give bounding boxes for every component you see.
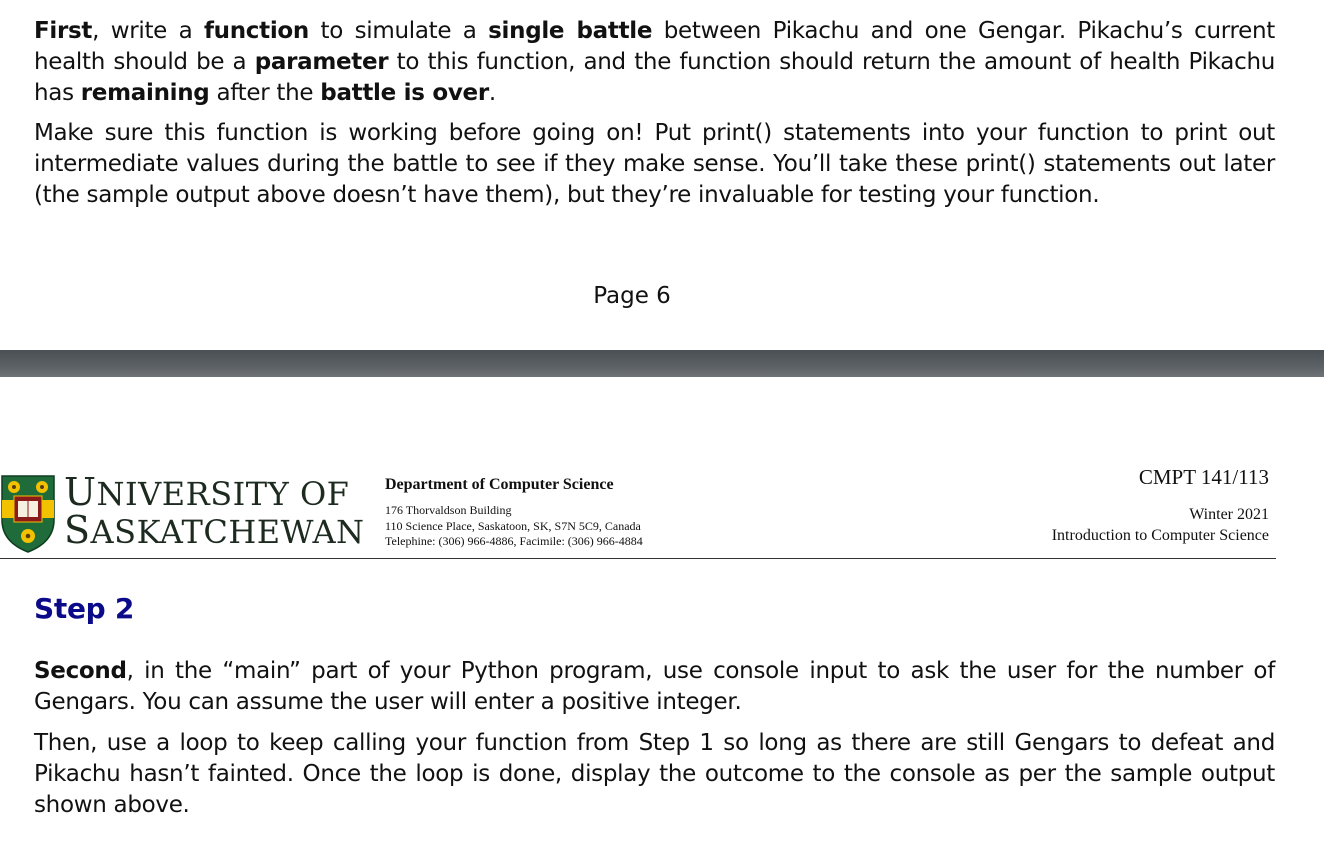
department-name: Department of Computer Science	[385, 476, 614, 493]
term: Winter 2021	[1189, 506, 1269, 523]
university-line1-cap: U	[64, 470, 97, 514]
header-rule	[0, 558, 1276, 559]
text-segment: to simulate a	[309, 18, 489, 44]
text-segment: between Pikachu and one Gengar. Pikachu’s current health should be a	[34, 18, 1276, 75]
text-segment: .	[488, 80, 496, 106]
university-line1: NIVERSITY OF	[96, 475, 350, 513]
university-line2: ASKATCHEWAN	[90, 513, 365, 551]
bold-first: First	[34, 18, 93, 44]
paragraph-testing-advice: Make sure this function is working before going on! Put print() statements into your function to print out intermediate values during the battle to see if they make sense. You’ll take these print() statements out later (the sample output above doesn’t have them), but they’re invaluable for testing your function.	[34, 120, 1275, 208]
bold-single-battle: single battle	[488, 18, 653, 44]
bold-parameter: parameter	[254, 49, 389, 75]
university-name	[64, 470, 365, 552]
paragraph-second-step	[34, 656, 1275, 718]
bold-second: Second	[34, 658, 127, 684]
text-segment: after the	[209, 80, 321, 106]
course-code: CMPT 141/113	[1138, 465, 1269, 489]
address-line: 110 Science Place, Saskatoon, SK, S7N 5C9, Canada	[385, 518, 641, 533]
paragraph-first-step	[34, 16, 1275, 109]
university-line2-cap: S	[64, 508, 91, 552]
text-segment: , in the “main” part of your Python program, use console input to ask the user for the number of Gengars. You can assume the user will enter a positive integer.	[34, 658, 1275, 715]
bold-battle-is-over: battle is over	[320, 80, 489, 106]
course-name: Introduction to Computer Science	[1051, 527, 1269, 544]
university-crest-icon	[0, 474, 56, 554]
bold-remaining: remaining	[80, 80, 210, 106]
paragraph-loop-instructions: Then, use a loop to keep calling your function from Step 1 so long as there are still Gengars to defeat and Pikachu hasn’t fainted. Once the loop is done, display the outcome to the console as per the sample output shown above.	[34, 730, 1275, 818]
step-heading: Step 2	[34, 592, 135, 625]
phone-line: Telephine: (306) 966-4886, Facimile: (306) 966-4884	[385, 534, 643, 548]
text-segment: to this function, and the function should return the amount of health Pikachu has	[34, 49, 1275, 106]
page-separator	[0, 350, 1324, 377]
page-number: Page 6	[593, 283, 671, 309]
bold-function: function	[203, 18, 309, 44]
department-address	[385, 503, 643, 550]
text-segment: , write a	[92, 18, 204, 44]
address-line: 176 Thorvaldson Building	[385, 503, 512, 517]
term-info	[1052, 504, 1269, 546]
